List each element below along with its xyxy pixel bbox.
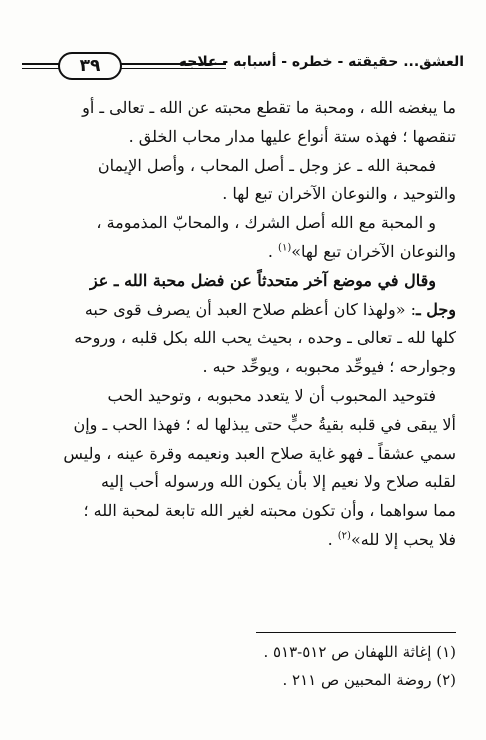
- body-line: ألا يبقى في قلبه بقيةُ حبٍّ حتى يبذلها له ؛ فهذا الحب ـ وإن: [73, 414, 456, 434]
- quote-text: والنوعان الآخران تبع لها»: [291, 241, 456, 261]
- body-line: و المحبة مع الله أصل الشرك ، والمحابّ المذمومة ،: [96, 213, 436, 233]
- body-line: سمي عشقاً ـ فهو غاية صلاح العبد ونعيمه وقرة عينه ، وليس: [63, 443, 456, 463]
- header-rule: [22, 63, 226, 69]
- footnotes: [30, 638, 456, 694]
- body-line: مما سواهما ، وأن تكون محبته لغير الله تابعة لمحبة الله ؛: [83, 501, 456, 521]
- body-line: [30, 296, 456, 325]
- running-header: [22, 50, 464, 86]
- body-line: فتوحيد المحبوب أن لا يتعدد محبوبه ، وتوحيد الحب: [107, 385, 436, 405]
- body-line: ما يبغضه الله ، ومحبة ما تقطع محبته عن الله ـ تعالى ـ أو: [82, 98, 456, 117]
- body-line: وقال في موضع آخر متحدثاً عن فضل محبة الله ـ عز: [89, 270, 436, 290]
- punctuation: .: [327, 529, 338, 549]
- footnote-item: (١) إغاثة اللهفان ص ٥١٢-٥١٣ .: [263, 643, 456, 661]
- body-text: [30, 94, 456, 555]
- bold-phrase: وجل ـ: [416, 299, 456, 319]
- quote-text: : «ولهذا كان أعظم صلاح العبد أن يصرف قوى حبه: [84, 299, 416, 319]
- page-number-badge: ٣٩: [58, 52, 122, 80]
- body-line: والتوحيد ، والنوعان الآخران تبع لها .: [222, 184, 456, 204]
- body-line: وجوارحه ؛ فيوحِّد محبوبه ، ويوحِّد حبه .: [202, 357, 456, 377]
- header-title: العشق... حقيقته - خطره - أسبابه - علاجه: [178, 54, 464, 70]
- footnote-ref: (١): [278, 242, 292, 254]
- footnote-divider: [256, 632, 456, 633]
- quote-text: فلا يحب إلا لله»: [350, 529, 456, 549]
- footnote-item: (٢) روضة المحبين ص ٢١١ .: [282, 671, 456, 689]
- body-line: تنقصها ؛ فهذه ستة أنواع عليها مدار محاب الخلق .: [128, 126, 456, 146]
- body-line: لقلبه صلاح ولا نعيم إلا بأن يكون الله ورسوله أحب إليه: [101, 472, 456, 492]
- body-line: [30, 526, 456, 555]
- footnote-ref: (٢): [337, 530, 351, 542]
- body-line: فمحبة الله ـ عز وجل ـ أصل المحاب ، وأصل الإيمان: [97, 155, 436, 175]
- body-line: كلها لله ـ تعالى ـ وحده ، بحيث يحب الله بكل قلبه ، وروحه: [74, 328, 456, 348]
- punctuation: .: [267, 241, 279, 261]
- body-line: [30, 238, 456, 267]
